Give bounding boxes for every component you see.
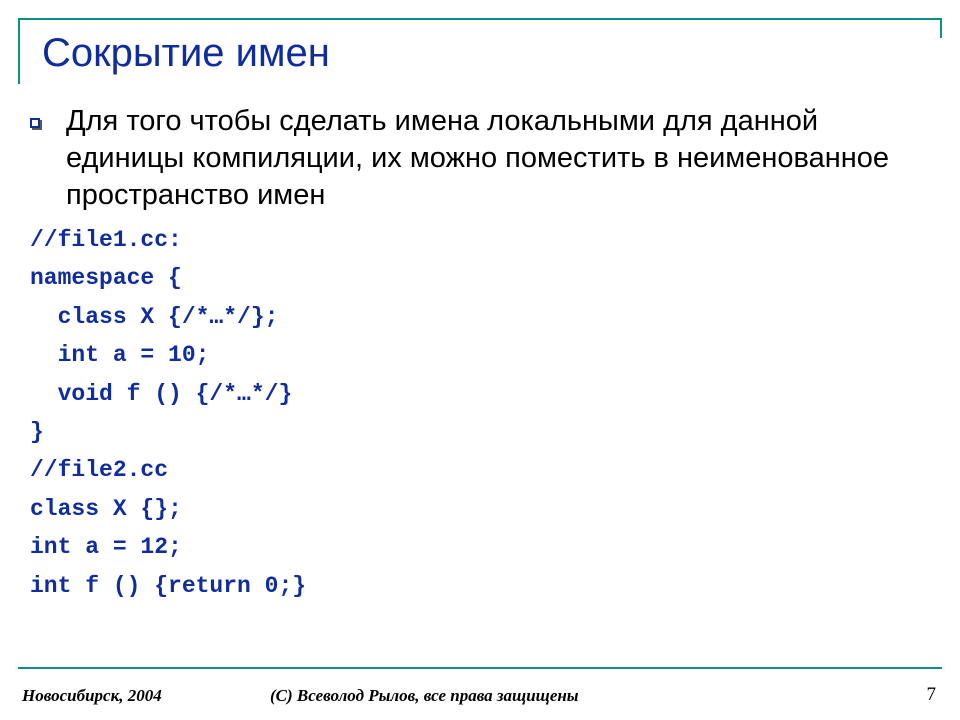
code-line: int a = 12; xyxy=(30,534,182,561)
title-top-rule xyxy=(18,18,942,20)
code-line: //file1.cc: xyxy=(30,227,182,253)
code-line: class X {/*…*/}; xyxy=(30,303,279,330)
footer-rule xyxy=(18,667,942,669)
code-line: } xyxy=(30,418,44,445)
code-line: void f () {/*…*/} xyxy=(30,380,293,407)
code-line: //file2.cc xyxy=(30,457,169,484)
title-left-rule xyxy=(18,18,20,84)
code-block xyxy=(30,221,306,605)
code-line: int a = 10; xyxy=(30,342,210,369)
slide-title: Сокрытие имен xyxy=(42,31,330,75)
bullet-text: Для того чтобы сделать имена локальными для данной единицы компиляции, их можно поместить в неименованное пространство имен xyxy=(66,105,890,211)
footer-copyright: (C) Всеволод Рылов, все права защищены xyxy=(270,686,579,705)
square-bullet-icon xyxy=(30,118,40,128)
code-line: namespace { xyxy=(30,265,182,292)
slide-number: 7 xyxy=(926,684,936,705)
footer-city-year: Новосибирск, 2004 xyxy=(22,686,162,705)
title-right-rule xyxy=(940,18,942,38)
code-line: class X {}; xyxy=(30,495,182,522)
code-line: int f () {return 0;} xyxy=(30,572,307,599)
